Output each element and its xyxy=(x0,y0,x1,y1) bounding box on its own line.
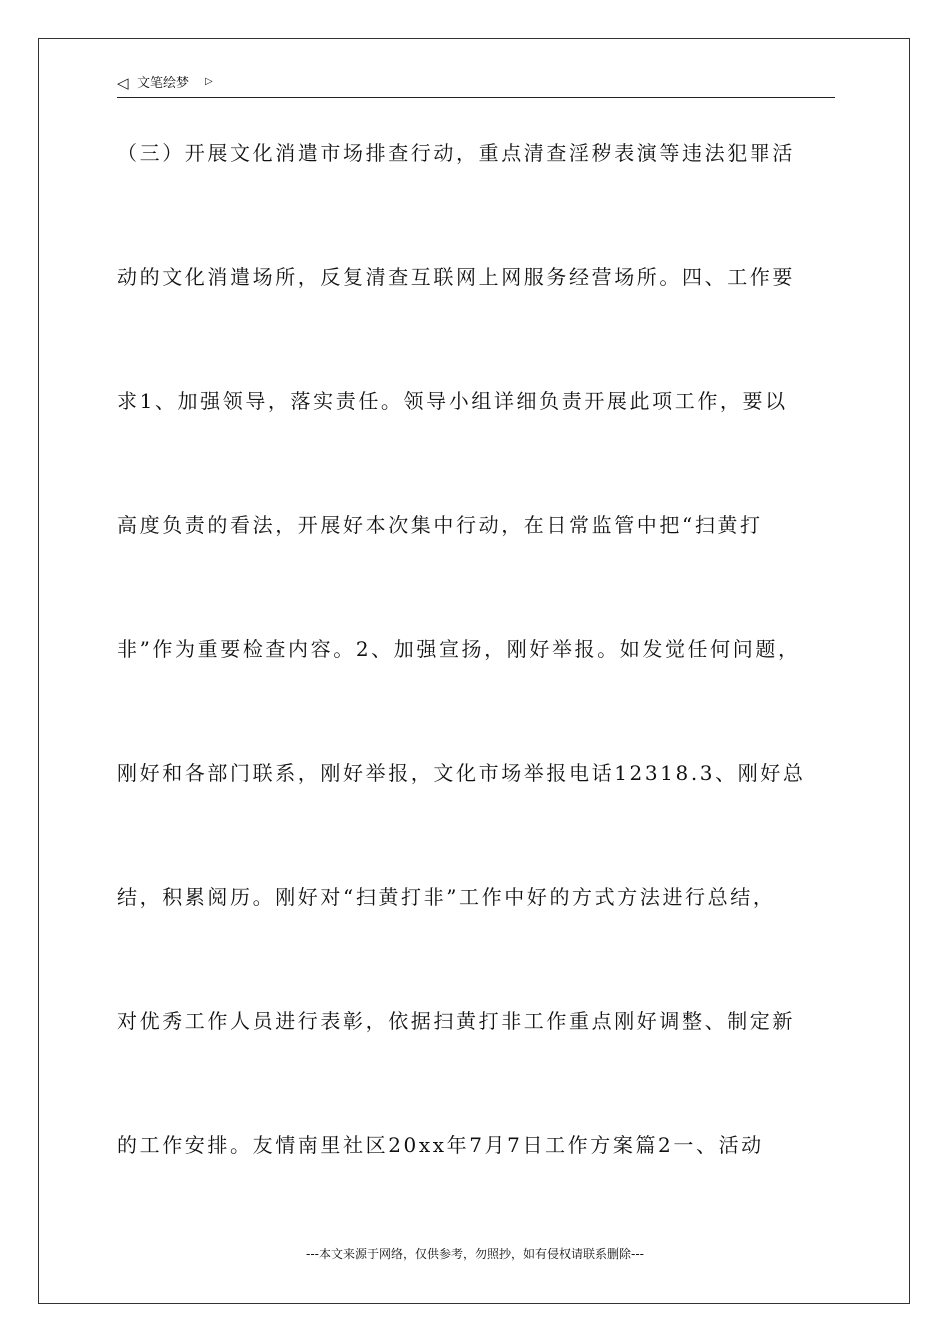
header-brand: 文笔绘梦 xyxy=(137,76,190,91)
page-border xyxy=(38,38,910,1304)
left-triangle-icon: ◁ xyxy=(117,74,129,92)
body-line-9: 的工作安排。友情南里社区20xx年7月7日工作方案篇2一、活动 xyxy=(117,1133,764,1157)
body-line-2: 动的文化消遣场所，反复清查互联网上网服务经营场所。四、工作要 xyxy=(117,265,795,289)
page-header xyxy=(117,72,835,98)
body-line-7: 结，积累阅历。刚好对“扫黄打非”工作中好的方式方法进行总结， xyxy=(117,885,776,909)
body-line-6: 刚好和各部门联系，刚好举报，文化市场举报电话12318.3、刚好总 xyxy=(117,761,806,785)
body-line-5: 非”作为重要检查内容。2、加强宣扬，刚好举报。如发觉任何问题， xyxy=(117,637,801,661)
right-triangle-icon: ▷ xyxy=(205,76,213,87)
body-line-1: （三）开展文化消遣市场排查行动，重点清查淫秽表演等违法犯罪活 xyxy=(117,141,795,165)
footer-notice: ---本文来源于网络，仅供参考，勿照抄，如有侵权请联系删除--- xyxy=(306,1247,644,1261)
body-line-8: 对优秀工作人员进行表彰，依据扫黄打非工作重点刚好调整、制定新 xyxy=(117,1009,795,1033)
body-line-4: 高度负责的看法，开展好本次集中行动，在日常监管中把“扫黄打 xyxy=(117,513,763,537)
body-line-3: 求1、加强领导，落实责任。领导小组详细负责开展此项工作，要以 xyxy=(117,389,788,413)
